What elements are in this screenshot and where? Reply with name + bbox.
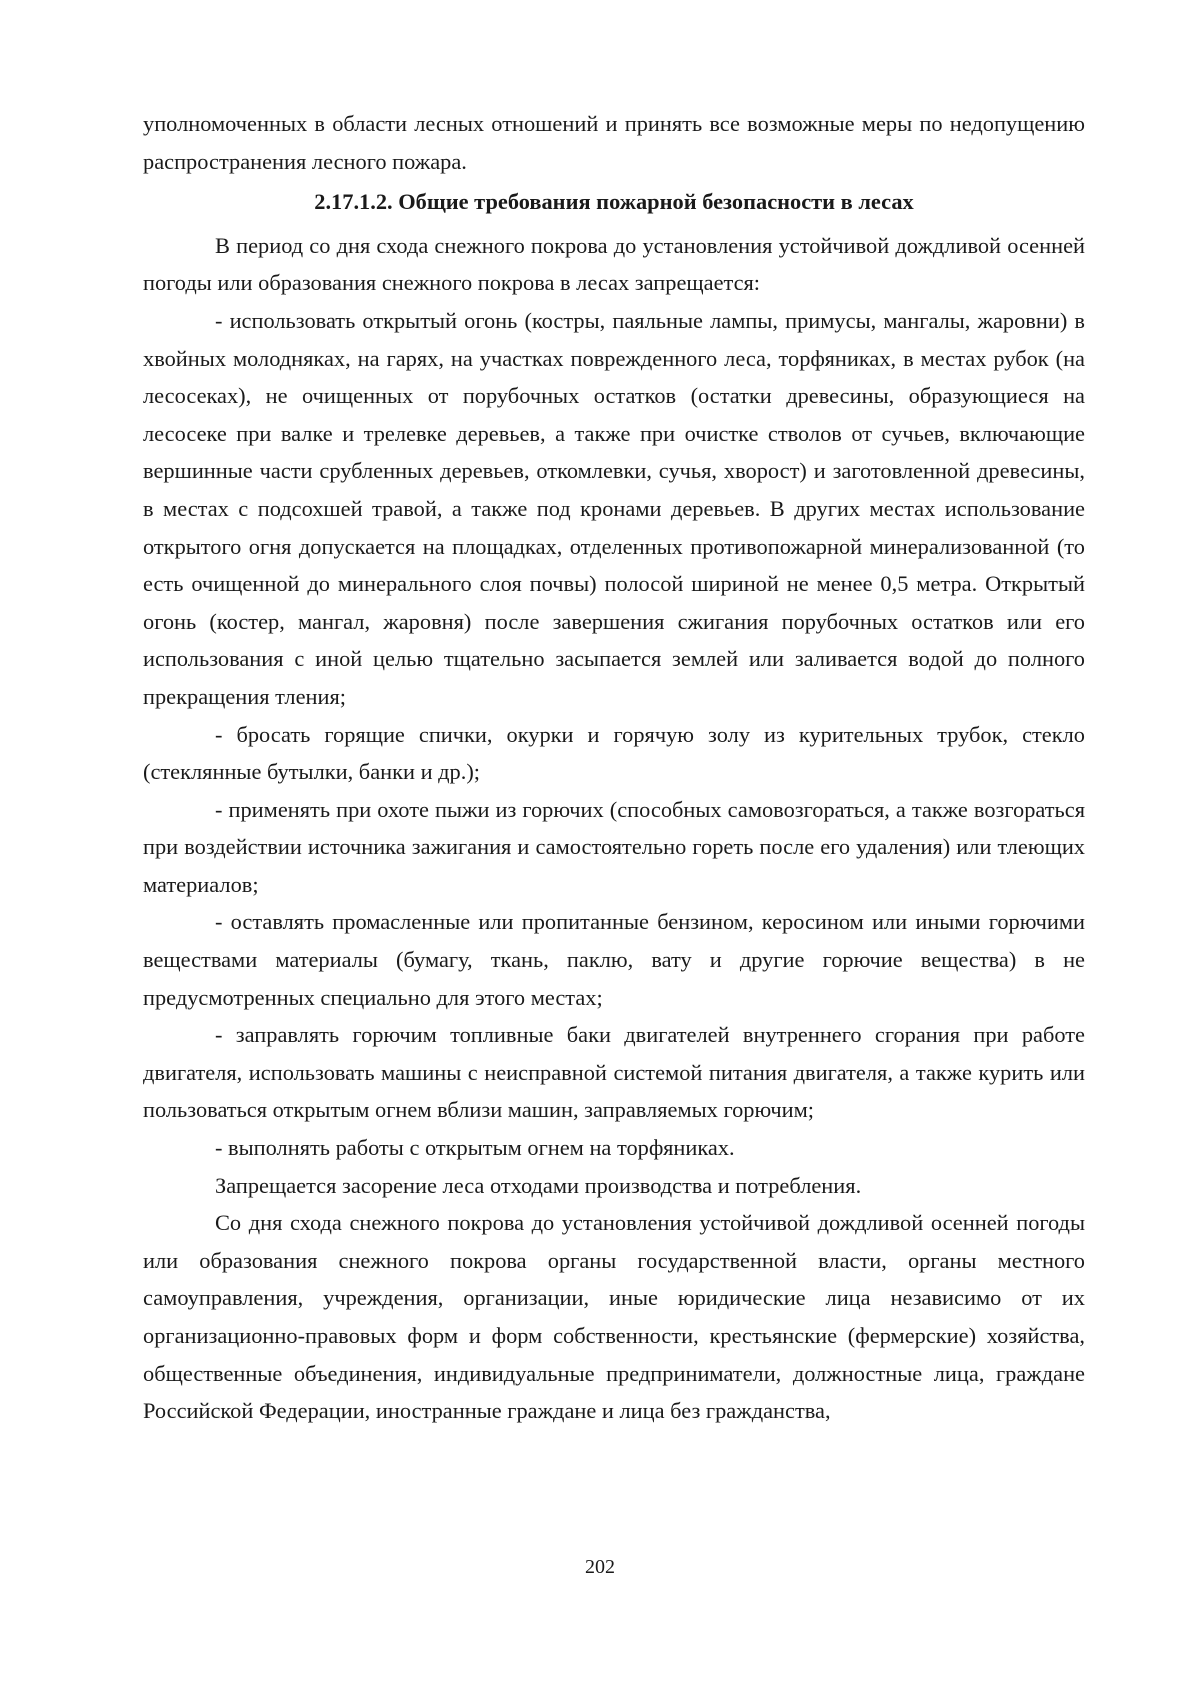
paragraph-intro: В период со дня схода снежного покрова до установления устойчивой дождливой осенней погоды или образования снежного покрова в лесах запрещается:: [143, 232, 1085, 296]
section-heading: 2.17.1.2. Общие требования пожарной безопасности в лесах: [314, 189, 914, 215]
paragraph-littering: Запрещается засорение леса отходами производства и потребления.: [215, 1172, 862, 1198]
list-item-open-fire: - использовать открытый огонь (костры, паяльные лампы, примусы, мангалы, жаровни) в хвойных молодняках, на гарях, на участках поврежденного леса, торфяниках, в местах рубок (на лесосеках), не очищенных от порубочных остатков (остатки древесины, образующиеся на лесосеке при валке и трелевке деревьев, а также при очистке стволов от сучьев, включающие вершинные части срубленных деревьев, откомлевки, сучья, хворост) и заготовленной древесины, в местах с подсохшей травой, а также под кронами деревьев. В других местах использование открытого огня допускается на площадках, отделенных противопожарной минерализованной (то есть очищенной до минерального слоя почвы) полосой шириной не менее 0,5 метра. Открытый огонь (костер, мангал, жаровня) после завершения сжигания порубочных остатков или его использования с иной целью тщательно засыпается землей или заливается водой до полного прекращения тления;: [143, 307, 1085, 709]
list-item-oily-materials: - оставлять промасленные или пропитанные бензином, керосином или иными горючими веществами материалы (бумагу, ткань, паклю, вату и другие горючие вещества) в не предусмотренных специально для этого местах;: [143, 909, 1085, 1010]
paragraph-continuation: уполномоченных в области лесных отношений и принять все возможные меры по недопущению распространения лесного пожара.: [143, 111, 1085, 174]
list-item-peat-works: - выполнять работы с открытым огнем на торфяниках.: [215, 1135, 735, 1161]
list-item-refueling: - заправлять горючим топливные баки двигателей внутреннего сгорания при работе двигателя, использовать машины с неисправной системой питания двигателя, а также курить или пользоваться открытым огнем вблизи машин, заправляемых горючим;: [143, 1022, 1085, 1123]
list-item-wads: - применять при охоте пыжи из горючих (способных самовозгораться, а также возгораться при воздействии источника зажигания и самостоятельно гореть после его удаления) или тлеющих материалов;: [143, 796, 1085, 897]
page-number: 202: [585, 1556, 615, 1578]
document-page: [143, 105, 1085, 1430]
list-item-matches: - бросать горящие спички, окурки и горячую золу из курительных трубок, стекло (стеклянные бутылки, банки и др.);: [143, 721, 1085, 785]
paragraph-obligations: Со дня схода снежного покрова до установления устойчивой дождливой осенней погоды или образования снежного покрова органы государственной власти, органы местного самоуправления, учреждения, организации, иные юридические лица независимо от их организационно-правовых форм и форм собственности, крестьянские (фермерские) хозяйства, общественные объединения, индивидуальные предприниматели, должностные лица, граждане Российской Федерации, иностранные граждане и лица без гражданства,: [143, 1210, 1085, 1424]
